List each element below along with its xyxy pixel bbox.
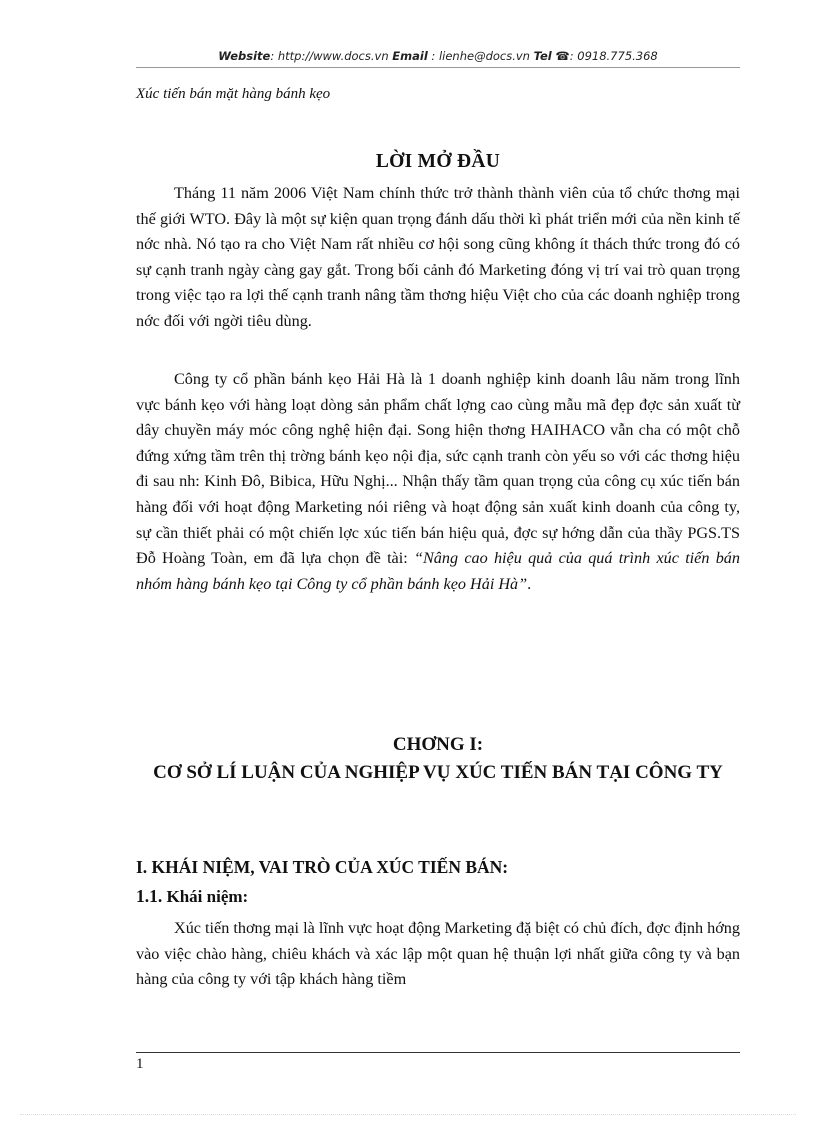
email-label: Email — [392, 49, 428, 63]
website-label: Website — [218, 49, 271, 63]
tel-label: Tel — [533, 49, 552, 63]
paragraph-end: . — [527, 574, 532, 593]
footer-divider — [136, 1052, 740, 1053]
website-value: : http://www.docs.vn — [270, 49, 389, 63]
email-value: : lienhe@docs.vn — [431, 49, 530, 63]
document-subtitle: Xúc tiến bán mặt hàng bánh kẹo — [136, 86, 331, 102]
paragraph-definition: Xúc tiến thơng mại là lĩnh vực hoạt động Marketing đặ biệt có chủ đích, đợc định hớng vào việc chào hàng, chiêu khách và xác lập một quan hệ thuận lợi nhất giữa công ty và bạn hàng của công ty với tập khách hàng tiềm — [136, 919, 740, 989]
page-edge-dots — [20, 1114, 796, 1115]
phone-icon: ☎ — [555, 49, 570, 63]
chapter-title: CƠ SỞ LÍ LUẬN CỦA NGHIỆP VỤ XÚC TIẾN BÁN TẠI CÔNG TY — [153, 762, 723, 783]
chapter-label: CHƠNG I: — [392, 734, 484, 755]
section-heading: I. KHÁI NIỆM, VAI TRÒ CỦA XÚC TIẾN BÁN: — [136, 857, 509, 877]
thesis-topic: “Nâng cao hiệu quả của quá trình xúc tiến bán nhóm hàng bánh kẹo tại Công ty cổ phần bánh kẹo Hải Hà” — [136, 549, 740, 593]
page-title: LỜI MỞ ĐẦU — [375, 151, 501, 172]
tel-value: : 0918.775.368 — [569, 49, 658, 63]
paragraph-intro: Tháng 11 năm 2006 Việt Nam chính thức trở thành thành viên của tổ chức thơng mại thế giới WTO. Đây là một sự kiện quan trọng đánh dấu thời kì phát triển mới của nền kinh tế nớc nhà. Nó tạo ra cho Việt Nam rất nhiều cơ hội song cũng không ít thách thức trong đó có sự cạnh tranh ngày càng gay gắt. Trong bối cảnh đó Marketing đóng vị trí vai trò quan trọng trong việc tạo ra lợi thế cạnh tranh nâng tầm thơng hiệu Việt cho của các doanh nghiệp trong nớc đối với ngời tiêu dùng. — [136, 184, 740, 330]
subsection-title: Khái niệm: — [166, 887, 249, 906]
page-header — [136, 49, 740, 63]
paragraph-company-text: Công ty cổ phần bánh kẹo Hải Hà là 1 doanh nghiệp kinh doanh lâu năm trong lĩnh vực bánh kẹo với hàng loạt dòng sản phẩm chất lợng cao cùng mẫu mã đẹp đợc sản xuất từ dây chuyền máy móc công nghệ hiện đại. Song hiện thơng HAIHACO vẫn cha có một chỗ đứng xứng tầm trên thị trờng bánh kẹo nội địa, sức cạnh tranh còn yếu so với các thơng hiệu đi sau nh: Kinh Đô, Bibica, Hữu Nghị... Nhận thấy tầm quan trọng của công cụ xúc tiến bán hàng đối với hoạt động Marketing nói riêng và hoạt động sản xuất kinh doanh của công ty, sự cần thiết phải có một chiến lợc xúc tiến bán hiệu quả, đợc sự hớng dẫn của thầy PGS.TS Đỗ Hoàng Toàn, em đã lựa chọn đề tài: — [136, 370, 740, 568]
paragraph-company — [136, 367, 740, 597]
subsection-number: 1.1. — [136, 886, 163, 906]
subsection-heading — [136, 886, 248, 907]
page-number: 1 — [136, 1056, 144, 1072]
header-divider — [136, 67, 740, 68]
